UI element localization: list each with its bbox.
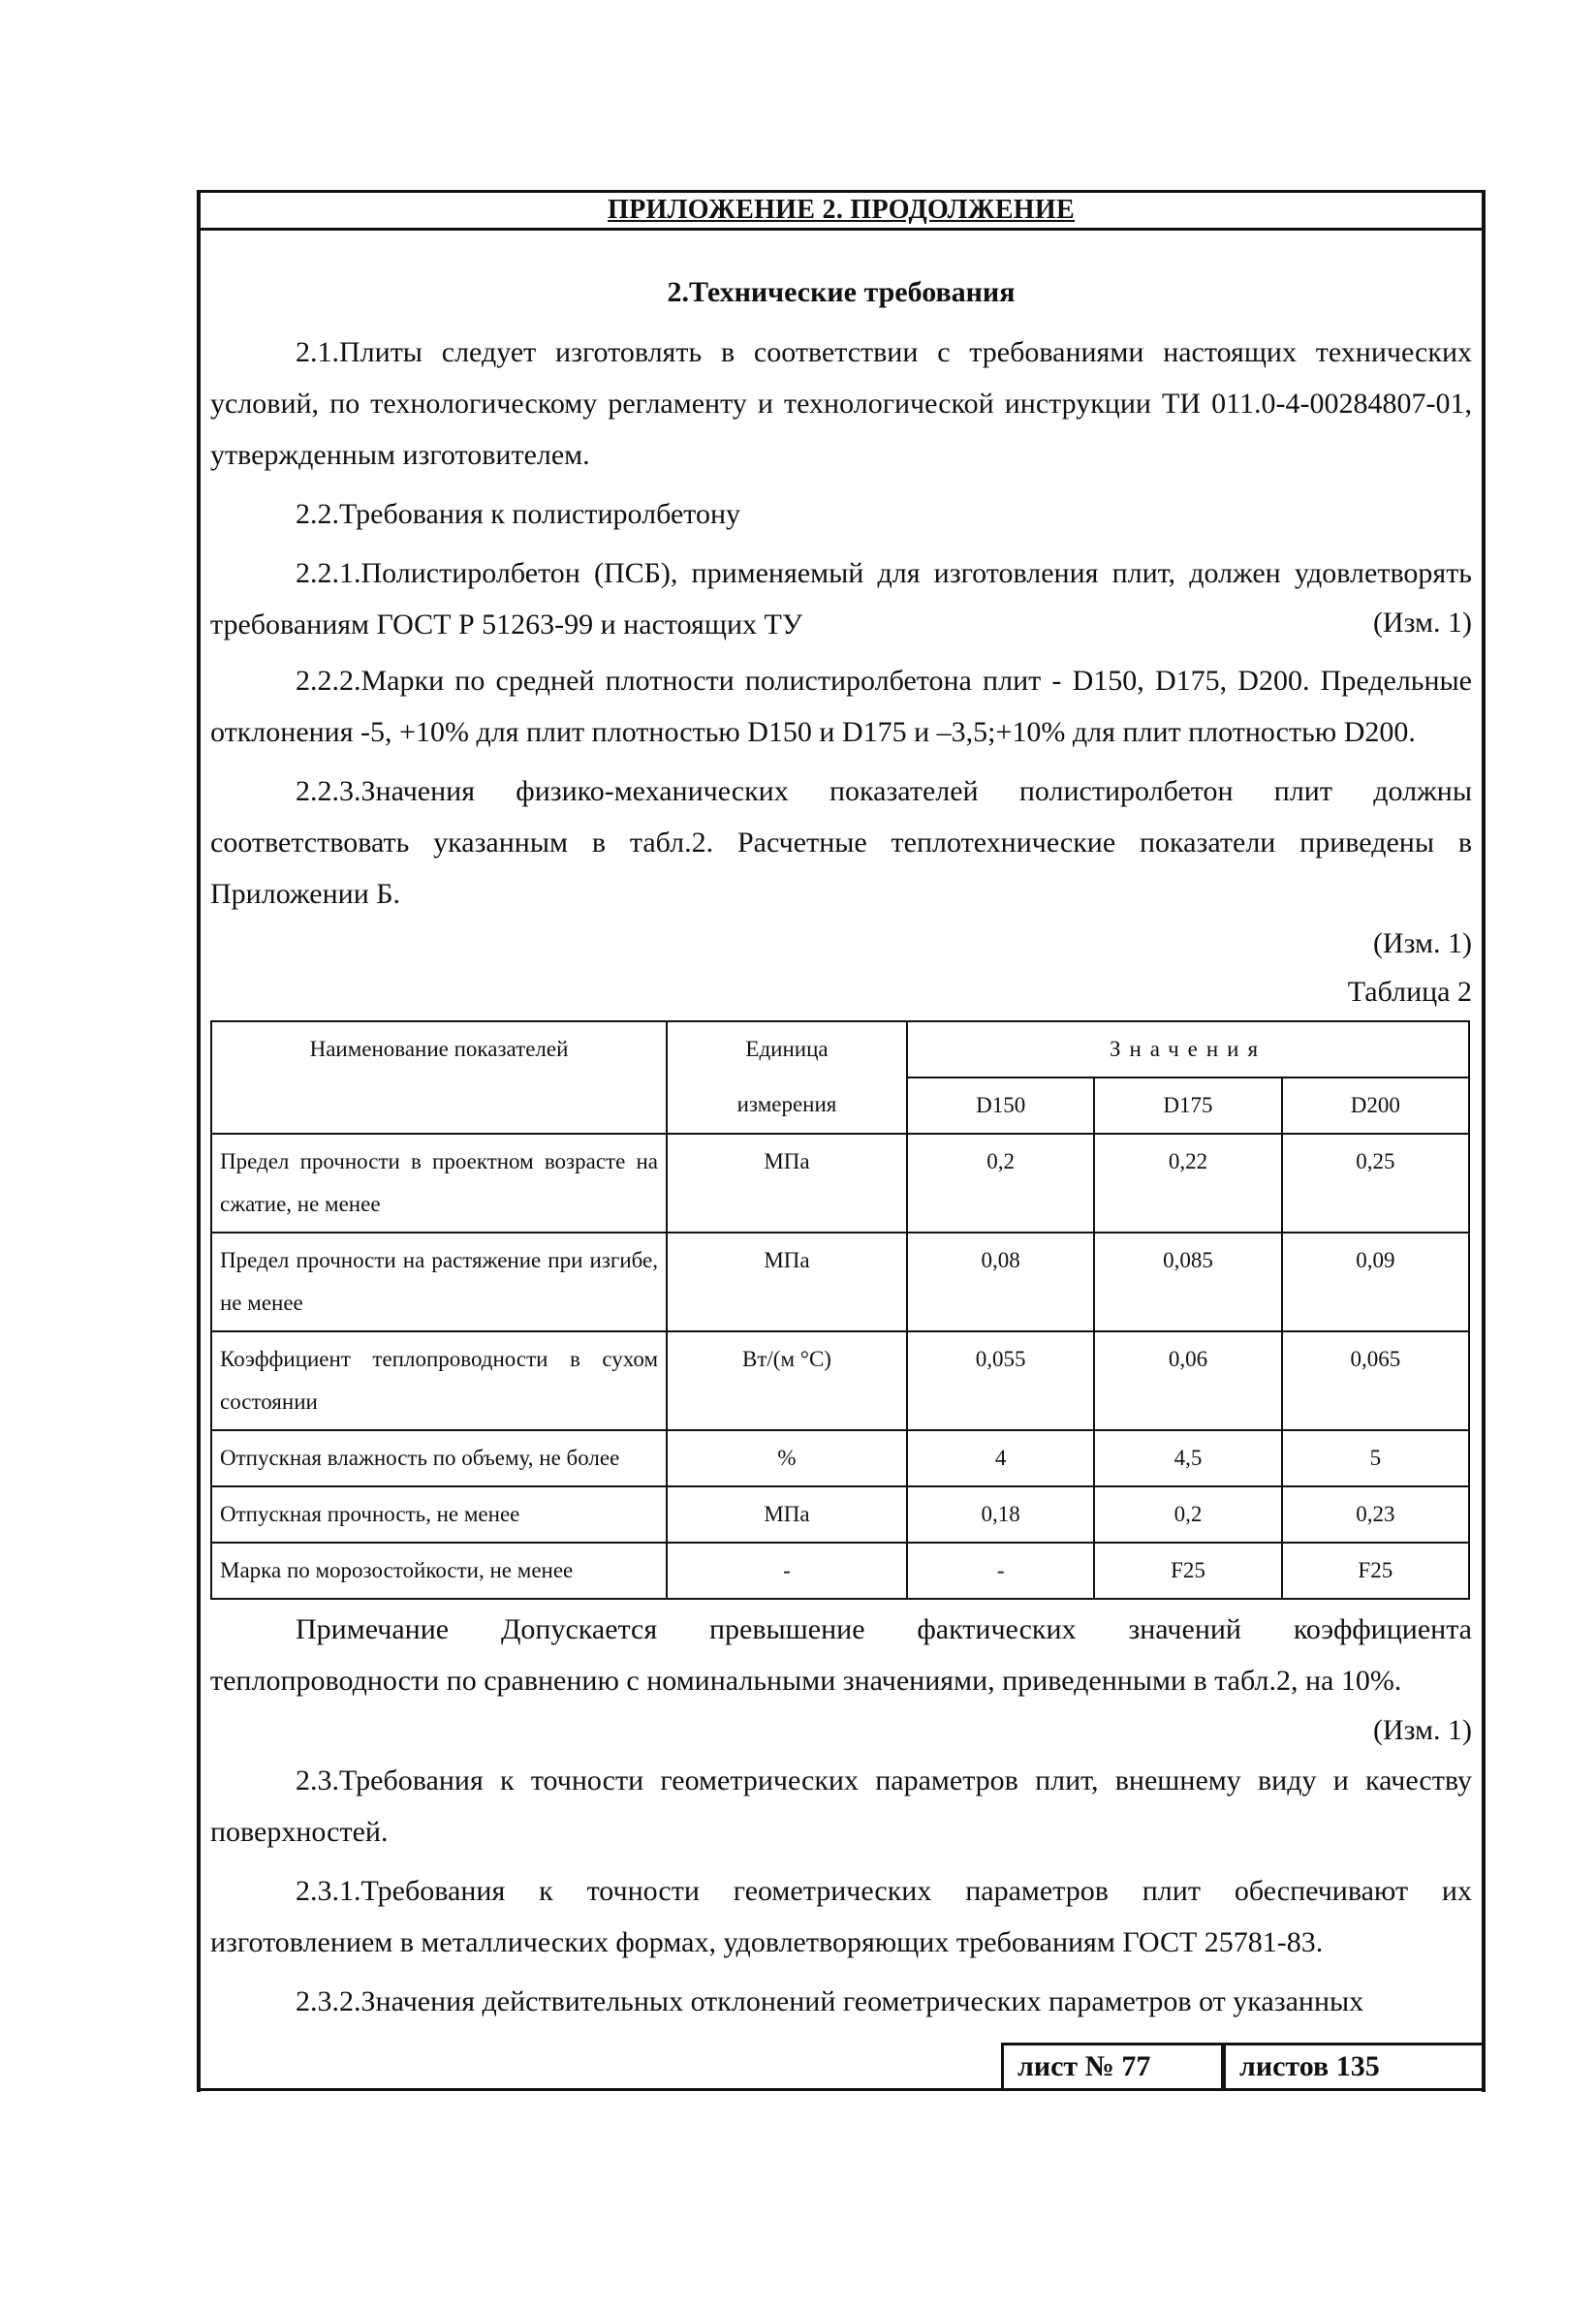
header-name: Наименование показателей: [211, 1021, 667, 1134]
row-d150: 0,055: [907, 1331, 1094, 1430]
paragraph-2-3-2: 2.3.2.Значения действительных отклонений геометрических параметров от указанных: [296, 1985, 1364, 2017]
page-frame: [197, 190, 1486, 2092]
table-header-row: [211, 1021, 1469, 1077]
header-d200: D200: [1282, 1077, 1469, 1134]
row-d150: 4: [907, 1430, 1094, 1486]
row-d175: 0,06: [1094, 1331, 1281, 1430]
row-d200: 0,25: [1282, 1134, 1469, 1233]
row-unit: -: [667, 1543, 907, 1599]
paragraph-2-2-3: 2.2.3.Значения физико-механических показателей полистиролбетон плит должны соответствовать указанным в табл.2. Расчетные теплотехнические показатели приведены в Приложении Б.: [210, 775, 1472, 910]
document-body: [210, 276, 1472, 2035]
section-title: 2.Технические требования: [667, 276, 1016, 308]
amendment-note-1: (Изм. 1): [1372, 607, 1472, 639]
table-row: [211, 1331, 1469, 1430]
paragraph-2-1: 2.1.Плиты следует изготовлять в соответствии с требованиями настоящих технических условий, по технологическому регламенту и технологической инструкции ТИ 011.0-4-00284807-01, утвержденным изготовителем.: [210, 336, 1472, 471]
row-name: Отпускная прочность, не менее: [211, 1486, 667, 1543]
row-unit: %: [667, 1430, 907, 1486]
row-d200: F25: [1282, 1543, 1469, 1599]
row-d175: 0,2: [1094, 1486, 1281, 1543]
row-d175: F25: [1094, 1543, 1281, 1599]
row-d150: -: [907, 1543, 1094, 1599]
row-d150: 0,08: [907, 1233, 1094, 1331]
row-unit: МПа: [667, 1486, 907, 1543]
row-d200: 0,23: [1282, 1486, 1469, 1543]
table-row: [211, 1233, 1469, 1331]
header-unit-line1: Единица: [667, 1021, 907, 1077]
row-name: Коэффициент теплопроводности в сухом состоянии: [211, 1331, 667, 1430]
row-d175: 0,085: [1094, 1233, 1281, 1331]
row-unit: МПа: [667, 1233, 907, 1331]
row-unit: Вт/(м °С): [667, 1331, 907, 1430]
paragraph-2-2-2: 2.2.2.Марки по средней плотности полистиролбетона плит - D150, D175, D200. Предельные отклонения -5, +10% для плит плотностью D150 и D175 и –3,5;+10% для плит плотностью D200.: [210, 665, 1472, 748]
table-row: [211, 1543, 1469, 1599]
row-d200: 5: [1282, 1430, 1469, 1486]
table-caption: Таблица 2: [1347, 976, 1472, 1008]
paragraph-2-2-1: 2.2.1.Полистиролбетон (ПСБ), применяемый для изготовления плит, должен удовлетворять требованиям ГОСТ Р 51263-99 и настоящих ТУ: [210, 557, 1472, 640]
paragraph-2-2: 2.2.Требования к полистиролбетону: [296, 498, 741, 530]
bottom-rule: [197, 2088, 1005, 2091]
paragraph-2-3-1: 2.3.1.Требования к точности геометрических параметров плит обеспечивают их изготовлением в металлических формах, удовлетворяющих требованиям ГОСТ 25781-83.: [210, 1875, 1472, 1958]
row-d175: 4,5: [1094, 1430, 1281, 1486]
header-d150: D150: [907, 1077, 1094, 1134]
row-name: Отпускная влажность по объему, не более: [211, 1430, 667, 1486]
table-row: [211, 1134, 1469, 1233]
header-unit-line2: измерения: [667, 1077, 907, 1134]
row-d200: 0,065: [1282, 1331, 1469, 1430]
row-d200: 0,09: [1282, 1233, 1469, 1331]
row-name: Предел прочности в проектном возрасте на сжатие, не менее: [211, 1134, 667, 1233]
amendment-note-3: (Изм. 1): [1372, 1714, 1472, 1746]
paragraph-2-3: 2.3.Требования к точности геометрических параметров плит, внешнему виду и качеству поверхностей.: [210, 1764, 1472, 1848]
sheet-number: лист № 77: [1004, 2046, 1226, 2088]
sheet-number-box: [1001, 2043, 1486, 2091]
header-d175: D175: [1094, 1077, 1281, 1134]
row-name: Предел прочности на растяжение при изгибе, не менее: [211, 1233, 667, 1331]
row-unit: МПа: [667, 1134, 907, 1233]
properties-table: [210, 1020, 1470, 1600]
appendix-header: [201, 193, 1482, 231]
row-d150: 0,18: [907, 1486, 1094, 1543]
row-name: Марка по морозостойкости, не менее: [211, 1543, 667, 1599]
sheet-total: листов 135: [1239, 2050, 1380, 2082]
table-row: [211, 1430, 1469, 1486]
header-values: Значения: [907, 1021, 1469, 1077]
appendix-title: ПРИЛОЖЕНИЕ 2. ПРОДОЛЖЕНИЕ: [608, 195, 1075, 225]
amendment-note-2: (Изм. 1): [1372, 927, 1472, 959]
table-note: Примечание Допускается превышение фактических значений коэффициента теплопроводности по сравнению с номинальными значениями, приведенными в табл.2, на 10%.: [210, 1613, 1472, 1697]
row-d150: 0,2: [907, 1134, 1094, 1233]
table-row: [211, 1486, 1469, 1543]
row-d175: 0,22: [1094, 1134, 1281, 1233]
